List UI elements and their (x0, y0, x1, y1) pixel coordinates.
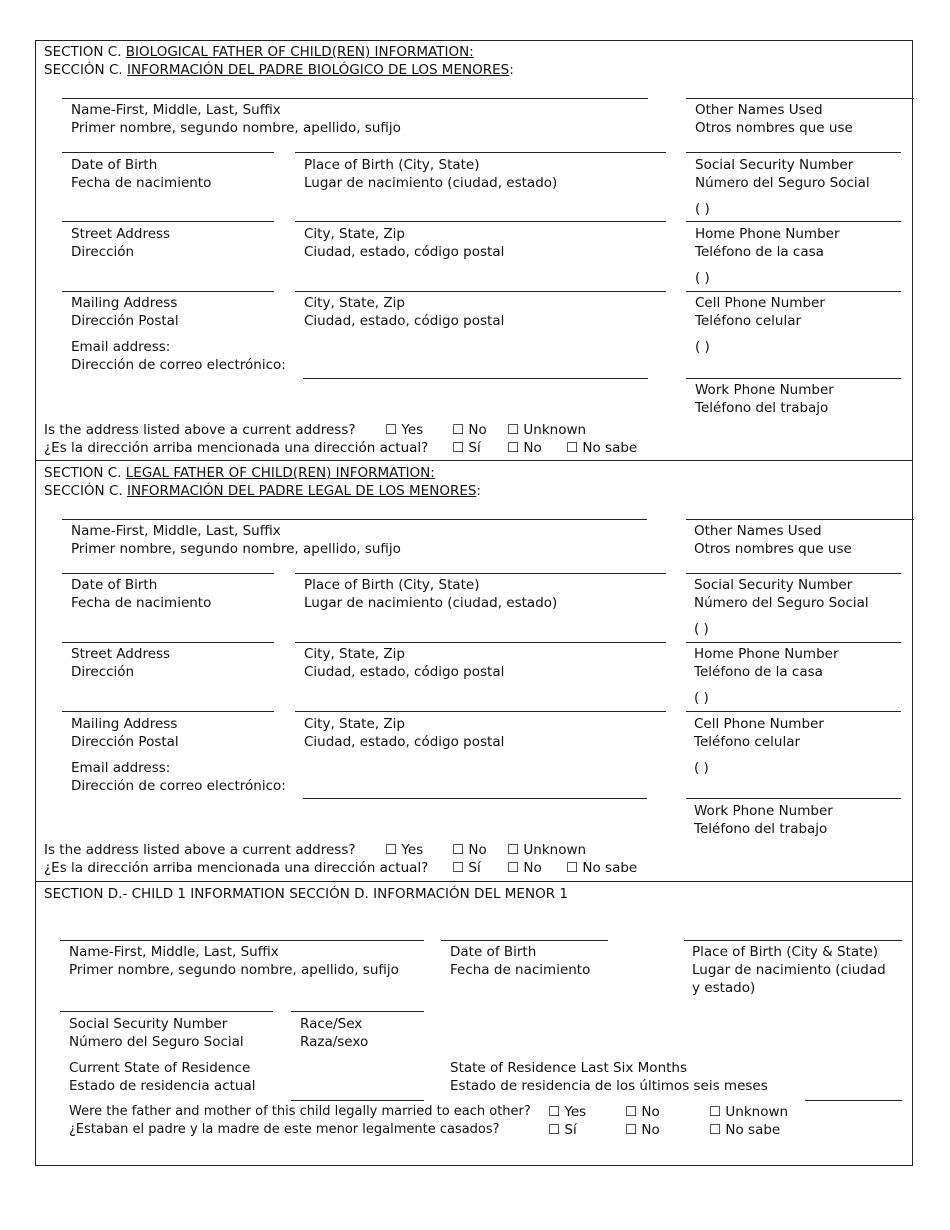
married-checkbox-no-es[interactable] (625, 1121, 660, 1139)
option-label: No (641, 1104, 660, 1120)
line-home-phone (686, 711, 901, 712)
line-street (62, 221, 274, 222)
checkbox-icon: ☐ (709, 1122, 722, 1138)
line-ssn (686, 221, 901, 222)
checkbox-icon: ☐ (709, 1104, 722, 1120)
line-child-current-state (291, 1100, 424, 1101)
email-field[interactable] (71, 759, 286, 795)
label-en: City, State, Zip (304, 226, 405, 242)
ssn-field[interactable] (695, 156, 870, 192)
label-en: Race/Sex (300, 1016, 363, 1032)
label-es: Número del Seguro Social (695, 175, 870, 191)
label-en: Work Phone Number (695, 382, 834, 398)
line-child-ssn (60, 1011, 273, 1012)
line-mailing (62, 291, 274, 292)
question-en: Were the father and mother of this child legally married to each other? (69, 1104, 531, 1119)
label-es: Lugar de nacimiento (ciudad (692, 962, 886, 978)
section-divider (35, 460, 913, 461)
label-en: Email address: (71, 760, 171, 776)
label-en: State of Residence Last Six Months (450, 1060, 688, 1076)
home-phone-field[interactable] (695, 225, 840, 261)
label-en: Other Names Used (695, 102, 823, 118)
label-es: Dirección Postal (71, 313, 179, 329)
label-es: Otros nombres que use (695, 120, 853, 136)
line-city (295, 221, 666, 222)
checkbox-icon: ☐ (507, 422, 520, 438)
checkbox-icon: ☐ (566, 440, 579, 456)
question-es: ¿Estaban el padre y la madre de este menor legalmente casados? (69, 1122, 500, 1137)
checkbox-icon: ☐ (507, 440, 520, 456)
line-home-phone (686, 291, 901, 292)
label-en: Date of Birth (450, 944, 537, 960)
cell-phone-parens: ( ) (695, 339, 710, 355)
label-en: Place of Birth (City, State) (304, 157, 480, 173)
label-en: Mailing Address (71, 295, 178, 311)
city2-field[interactable] (304, 294, 504, 330)
label-en: Place of Birth (City, State) (304, 577, 480, 593)
married-checkbox-yes[interactable] (548, 1103, 586, 1121)
label-es: Primer nombre, segundo nombre, apellido, sufijo (71, 541, 401, 557)
checkbox-yes[interactable] (385, 421, 423, 439)
line-dob (62, 573, 274, 574)
label-en: Street Address (71, 226, 171, 242)
label-es: Fecha de nacimiento (71, 595, 212, 611)
married-checkbox-unknown[interactable] (709, 1103, 788, 1121)
line-cell-phone (686, 378, 901, 379)
label-en: Social Security Number (694, 577, 853, 593)
child-name-field[interactable] (69, 943, 399, 979)
ssn-field[interactable] (694, 576, 869, 612)
question-es: ¿Es la dirección arriba mencionada una dirección actual? (44, 860, 429, 876)
question-en: Is the address listed above a current address? (44, 842, 356, 858)
line-cell-phone (686, 798, 901, 799)
section-c-legal-header (44, 464, 481, 500)
checkbox-no-es[interactable] (507, 859, 542, 877)
line-child-race (291, 1011, 424, 1012)
child-race-field[interactable] (300, 1015, 368, 1051)
section-prefix-es: SECCIÓN C. (44, 483, 127, 499)
label-en: Name-First, Middle, Last, Suffix (71, 102, 281, 118)
label-es: Primer nombre, segundo nombre, apellido, sufijo (69, 962, 399, 978)
label-es: Ciudad, estado, código postal (304, 664, 505, 680)
line-child-name (60, 940, 424, 941)
section-divider (35, 881, 913, 882)
label-en: Social Security Number (695, 157, 854, 173)
label-en: City, State, Zip (304, 295, 405, 311)
line-mailing (62, 711, 274, 712)
section-title-en: LEGAL FATHER OF CHILD(REN) INFORMATION: (125, 465, 435, 481)
label-es: Estado de residencia de los últimos seis meses (450, 1078, 768, 1094)
label-es: Ciudad, estado, código postal (304, 734, 505, 750)
married-checkbox-no[interactable] (625, 1103, 660, 1121)
label-es: Dirección (71, 244, 135, 260)
label-en: Social Security Number (69, 1016, 228, 1032)
option-label: No (523, 860, 542, 876)
cell-phone-parens: ( ) (694, 760, 709, 776)
line-ssn (686, 642, 901, 643)
checkbox-icon: ☐ (548, 1104, 561, 1120)
label-en: Place of Birth (City & State) (692, 944, 879, 960)
checkbox-icon: ☐ (452, 422, 465, 438)
label-es: Lugar de nacimiento (ciudad, estado) (304, 595, 558, 611)
name-field[interactable] (71, 101, 401, 137)
section-d-header (44, 885, 568, 903)
label-es: Raza/sexo (300, 1034, 369, 1050)
child-current-state-field[interactable] (69, 1059, 256, 1095)
label-en: Home Phone Number (695, 226, 840, 242)
question-es: ¿Es la dirección arriba mencionada una dirección actual? (44, 440, 429, 456)
option-label: Sí (468, 860, 481, 876)
line-dob (62, 152, 274, 153)
option-label: No (523, 440, 542, 456)
checkbox-icon: ☐ (566, 860, 579, 876)
label-en: Mailing Address (71, 716, 178, 732)
checkbox-no[interactable] (452, 841, 487, 859)
checkbox-no-sabe[interactable] (566, 439, 637, 457)
label-es: Teléfono del trabajo (695, 400, 829, 416)
label-es: Dirección Postal (71, 734, 179, 750)
label-es: Primer nombre, segundo nombre, apellido, sufijo (71, 120, 401, 136)
label-en: Work Phone Number (694, 803, 833, 819)
checkbox-icon: ☐ (625, 1122, 638, 1138)
line-pob (295, 152, 666, 153)
option-label: No (641, 1122, 660, 1138)
line-other-names (686, 573, 901, 574)
line-pob (295, 573, 666, 574)
line-section-divider (686, 98, 914, 99)
pob-field[interactable] (304, 156, 557, 192)
section-suffix: : (509, 62, 514, 78)
label-es: Teléfono celular (695, 313, 802, 329)
option-label: No sabe (582, 860, 638, 876)
line-child-pob (684, 940, 902, 941)
married-question (69, 1103, 531, 1139)
cell-phone-field[interactable] (694, 715, 824, 751)
line-section-divider (686, 519, 914, 520)
line-other-names (686, 152, 901, 153)
current-address-question (44, 421, 428, 457)
dob-field[interactable] (71, 156, 211, 192)
section-title-es: INFORMACIÓN DEL PADRE BIOLÓGICO DE LOS MENORES (126, 62, 510, 78)
label-es: Fecha de nacimiento (71, 175, 212, 191)
checkbox-icon: ☐ (548, 1122, 561, 1138)
line-name (62, 98, 648, 99)
city-field[interactable] (304, 225, 504, 261)
label-en: Cell Phone Number (695, 295, 825, 311)
line-street (62, 642, 274, 643)
label-en: Date of Birth (71, 577, 158, 593)
child-dob-field[interactable] (450, 943, 590, 979)
child-pob-field[interactable] (692, 943, 886, 997)
cell-phone-field[interactable] (695, 294, 825, 330)
line-city2 (295, 291, 666, 292)
name-field[interactable] (71, 522, 401, 558)
line-email (303, 798, 647, 799)
label-es: Dirección de correo electrónico: (71, 357, 286, 373)
option-label: Yes (401, 842, 424, 858)
label-en: Cell Phone Number (694, 716, 824, 732)
line-city (295, 642, 666, 643)
option-label: Sí (564, 1122, 577, 1138)
checkbox-icon: ☐ (452, 842, 465, 858)
section-suffix: : (476, 483, 481, 499)
label-es: Teléfono de la casa (694, 664, 823, 680)
checkbox-si[interactable] (452, 439, 481, 457)
city2-field[interactable] (304, 715, 504, 751)
label-es: Número del Seguro Social (69, 1034, 244, 1050)
line-email (303, 378, 648, 379)
line-child-dob (441, 940, 608, 941)
label-es: Lugar de nacimiento (ciudad, estado) (304, 175, 558, 191)
section-title-es: SECCIÓN D. INFORMACIÓN DEL MENOR 1 (289, 886, 568, 902)
label-en: Email address: (71, 339, 171, 355)
checkbox-icon: ☐ (625, 1104, 638, 1120)
label-en: City, State, Zip (304, 646, 405, 662)
checkbox-unknown[interactable] (507, 421, 586, 439)
other-names-field[interactable] (695, 101, 853, 137)
checkbox-icon: ☐ (507, 842, 520, 858)
label-en: Street Address (71, 646, 171, 662)
ssn-parens: ( ) (695, 201, 710, 217)
checkbox-no-sabe[interactable] (566, 859, 637, 877)
question-en: Is the address listed above a current address? (44, 422, 356, 438)
home-phone-field[interactable] (694, 645, 839, 681)
ssn-parens: ( ) (694, 621, 709, 637)
section-prefix-en: SECTION C. (44, 44, 126, 60)
checkbox-yes[interactable] (385, 841, 423, 859)
label-es: Dirección de correo electrónico: (71, 778, 286, 794)
label-es: Número del Seguro Social (694, 595, 869, 611)
label-es: Fecha de nacimiento (450, 962, 591, 978)
checkbox-unknown[interactable] (507, 841, 586, 859)
pob-field[interactable] (304, 576, 557, 612)
label-es: Estado de residencia actual (69, 1078, 256, 1094)
checkbox-no-es[interactable] (507, 439, 542, 457)
married-checkbox-si[interactable] (548, 1121, 577, 1139)
section-c-bio-header (44, 43, 514, 79)
line-child-last-six (805, 1100, 902, 1101)
label-en: City, State, Zip (304, 716, 405, 732)
option-label: No sabe (725, 1122, 781, 1138)
label-en: Current State of Residence (69, 1060, 251, 1076)
option-label: No sabe (582, 440, 638, 456)
section-title-en: BIOLOGICAL FATHER OF CHILD(REN) INFORMATION: (125, 44, 474, 60)
child-ssn-field[interactable] (69, 1015, 244, 1051)
work-phone-field[interactable] (694, 802, 833, 838)
option-label: Unknown (725, 1104, 789, 1120)
label-en: Name-First, Middle, Last, Suffix (69, 944, 279, 960)
email-field[interactable] (71, 338, 286, 374)
section-prefix-es: SECCIÓN C. (44, 62, 127, 78)
option-label: Unknown (523, 842, 587, 858)
label-es: Ciudad, estado, código postal (304, 244, 505, 260)
other-names-field[interactable] (694, 522, 852, 558)
checkbox-icon: ☐ (452, 440, 465, 456)
checkbox-no[interactable] (452, 421, 487, 439)
street-field[interactable] (71, 225, 170, 261)
option-label: Sí (468, 440, 481, 456)
home-phone-parens: ( ) (695, 270, 710, 286)
city-field[interactable] (304, 645, 504, 681)
section-prefix-en: SECTION C. (44, 465, 126, 481)
married-checkbox-no-sabe[interactable] (709, 1121, 780, 1139)
checkbox-icon: ☐ (385, 422, 398, 438)
checkbox-icon: ☐ (385, 842, 398, 858)
current-address-question (44, 841, 428, 877)
option-label: No (468, 842, 487, 858)
home-phone-parens: ( ) (694, 690, 709, 706)
label-es: Dirección (71, 664, 135, 680)
option-label: Unknown (523, 422, 587, 438)
checkbox-icon: ☐ (507, 860, 520, 876)
checkbox-si[interactable] (452, 859, 481, 877)
dob-field[interactable] (71, 576, 211, 612)
label-es: Otros nombres que use (694, 541, 852, 557)
line-city2 (295, 711, 666, 712)
option-label: No (468, 422, 487, 438)
label-es: Teléfono de la casa (695, 244, 824, 260)
mailing-field[interactable] (71, 715, 179, 751)
work-phone-field[interactable] (695, 381, 834, 417)
street-field[interactable] (71, 645, 170, 681)
child-last-six-field[interactable] (450, 1059, 768, 1095)
label-en: Other Names Used (694, 523, 822, 539)
option-label: Yes (564, 1104, 587, 1120)
mailing-field[interactable] (71, 294, 179, 330)
label-en: Home Phone Number (694, 646, 839, 662)
label-en: Date of Birth (71, 157, 158, 173)
checkbox-icon: ☐ (452, 860, 465, 876)
line-name (62, 519, 647, 520)
section-title-es: INFORMACIÓN DEL PADRE LEGAL DE LOS MENORES (126, 483, 477, 499)
label-es: Ciudad, estado, código postal (304, 313, 505, 329)
section-title-en: SECTION D.- CHILD 1 INFORMATION (44, 886, 285, 902)
label-es: Teléfono celular (694, 734, 801, 750)
label-es-cont: y estado) (692, 980, 756, 996)
option-label: Yes (401, 422, 424, 438)
label-es: Teléfono del trabajo (694, 821, 828, 837)
label-en: Name-First, Middle, Last, Suffix (71, 523, 281, 539)
